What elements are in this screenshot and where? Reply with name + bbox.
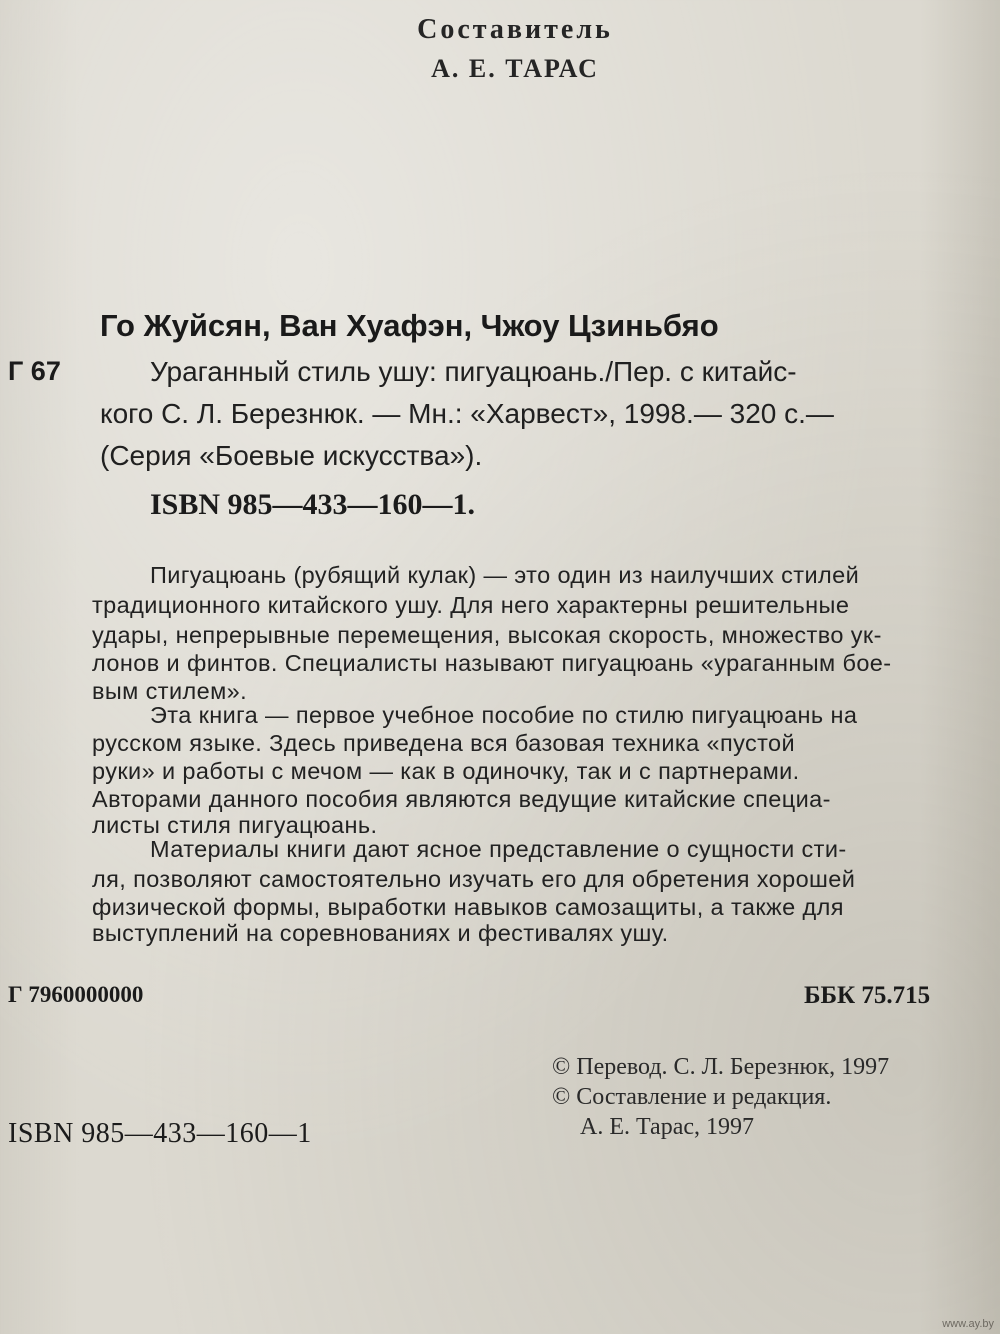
copyright-line: © Перевод. С. Л. Березнюк, 1997 (552, 1054, 890, 1080)
description-line: Авторами данного пособия являются ведущие китайские специа- (92, 786, 831, 812)
watermark: www.ay.by (942, 1318, 994, 1330)
bibliographic-line: Ураганный стиль ушу: пигуацюань./Пер. с китайс- (150, 356, 797, 387)
isbn-bottom: ISBN 985—433—160—1 (8, 1118, 312, 1149)
description-line: руки» и работы с мечом — как в одиночку, так и с партнерами. (92, 758, 800, 784)
description-line: Эта книга — первое учебное пособие по стилю пигуацюань на (150, 702, 858, 728)
description-line: удары, непрерывные перемещения, высокая скорость, множество ук- (92, 622, 882, 648)
description-line: ля, позволяют самостоятельно изучать его для обретения хорошей (92, 866, 856, 892)
catalog-index: Г 67 (8, 356, 61, 386)
description-line: Материалы книги дают ясное представление о сущности сти- (150, 836, 847, 862)
description-line: листы стиля пигуацюань. (92, 812, 378, 838)
classification-code: Г 7960000000 (8, 982, 144, 1007)
description-line: традиционного китайского ушу. Для него характерны решительные (92, 592, 850, 618)
description-line: выступлений на соревнованиях и фестивалях ушу. (92, 920, 669, 946)
copyright-line: © Составление и редакция. (552, 1084, 832, 1110)
isbn-main: ISBN 985—433—160—1. (150, 488, 476, 521)
authors-heading: Го Жуйсян, Ван Хуафэн, Чжоу Цзиньбяо (100, 308, 719, 343)
bibliographic-line: кого С. Л. Березнюк. — Мн.: «Харвест», 1998.— 320 с.— (100, 398, 834, 429)
description-line: физической формы, выработки навыков самозащиты, а также для (92, 894, 844, 920)
copyright-line: А. Е. Тарас, 1997 (580, 1114, 755, 1140)
description-line: лонов и финтов. Специалисты называют пигуацюань «ураганным бое- (92, 650, 892, 676)
description-line: вым стилем». (92, 678, 248, 704)
description-line: Пигуацюань (рубящий кулак) — это один из наилучших стилей (150, 562, 860, 588)
description-line: русском языке. Здесь приведена вся базовая техника «пустой (92, 730, 796, 756)
compiler-label: Составитель (417, 14, 613, 45)
bibliographic-line: (Серия «Боевые искусства»). (100, 440, 483, 471)
bbk-index: ББК 75.715 (804, 982, 931, 1009)
compiler-name: А. Е. ТАРАС (431, 54, 599, 83)
